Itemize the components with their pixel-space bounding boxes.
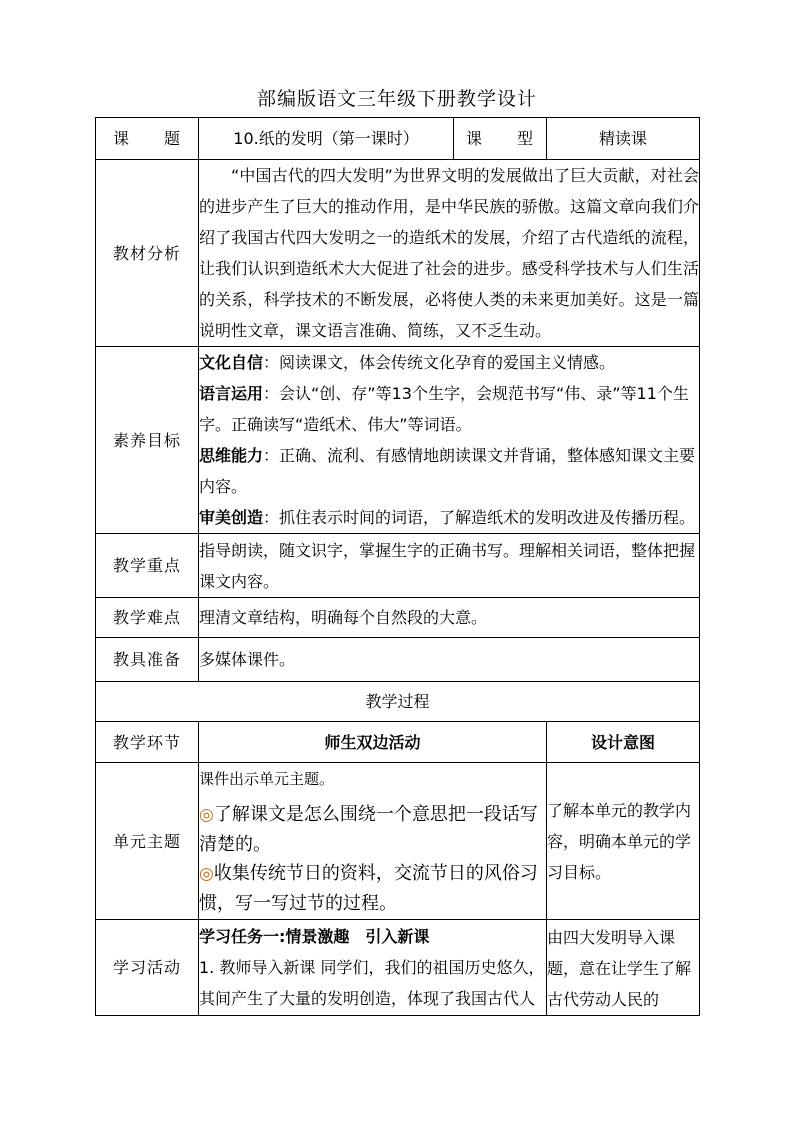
process-title: 教学过程: [96, 682, 700, 722]
col-stage: 教学环节: [96, 722, 199, 763]
circle-bullet-icon: ◎: [199, 804, 214, 825]
unit-theme-content: [199, 763, 547, 920]
learning-text: 1. 教师导入新课 同学们，我们的祖国历史悠久，其间产生了大量的发明创造，体现了我国古代人: [199, 958, 545, 1008]
type-value: 精读课: [547, 118, 700, 160]
goal-thinking: 思维能力：正确、流利、有感情地朗读课文并背诵，整体感知课文主要内容。: [199, 446, 696, 496]
label-analysis: 教材分析: [96, 160, 199, 347]
goal-language: 语言运用：会认“创、存”等13个生字，会规范书写“伟、录”等11个生字。正确读写“造纸术、伟大”等词语。: [199, 384, 689, 434]
learning-content: [199, 920, 547, 1016]
goal-culture: 文化自信：阅读课文，体会传统文化孕育的爱国主义情感。: [199, 353, 616, 372]
unit-theme-intent: 了解本单元的教学内容，明确本单元的学习目标。: [547, 763, 700, 920]
label-type: 课 型: [454, 118, 547, 160]
label-materials: 教具准备: [96, 638, 199, 682]
goals-list: [199, 347, 700, 534]
label-learning: 学习活动: [96, 920, 199, 1016]
goal-aesthetic: 审美创造：抓住表示时间的词语，了解造纸术的发明改进及传播历程。: [199, 508, 696, 527]
label-topic: 课 题: [96, 118, 199, 160]
circle-bullet-icon: ◎: [199, 863, 214, 884]
process-header-row: [96, 722, 700, 763]
label-difficulties: 教学难点: [96, 598, 199, 638]
label-unit-theme: 单元主题: [96, 763, 199, 920]
label-goals: 素养目标: [96, 347, 199, 534]
col-intent: 设计意图: [547, 722, 700, 763]
unit-theme-item: ◎了解课文是怎么围绕一个意思把一段话写清楚的。: [199, 803, 538, 855]
unit-theme-intro: 课件出示单元主题。: [199, 769, 335, 788]
process-title-row: [96, 682, 700, 722]
key-points-text: 指导朗读，随文识字，掌握生字的正确书写。理解相关词语，整体把握课文内容。: [199, 534, 700, 598]
difficulties-row: [96, 598, 700, 638]
goals-row: [96, 347, 700, 534]
page-title: 部编版语文三年级下册教学设计: [256, 88, 537, 110]
materials-row: [96, 638, 700, 682]
topic-value: 10.纸的发明（第一课时）: [199, 118, 454, 160]
learning-intent: 由四大发明导入课题，意在让学生了解古代劳动人民的: [547, 920, 700, 1016]
analysis-paragraph: “中国古代的四大发明”为世界文明的发展做出了巨大贡献，对社会的进步产生了巨大的推动作用，是中华民族的骄傲。这篇文章向我们介绍了我国古代四大发明之一的造纸术的发展，介绍了古代造纸的流程，让我们认识到造纸术大大促进了社会的进步。感受科学技术与人们生活的关系，科学技术的不断发展，必将使人类的未来更加美好。这是一篇说明性文章，课文语言准确、简练，又不乏生动。: [199, 166, 699, 340]
learning-row: [96, 920, 700, 1016]
lesson-plan-table: [95, 117, 700, 1016]
header-row: [96, 118, 700, 160]
label-key-points: 教学重点: [96, 534, 199, 598]
materials-text: 多媒体课件。: [199, 638, 700, 682]
analysis-text: [199, 160, 700, 347]
unit-theme-item: ◎收集传统节日的资料，交流节日的风俗习惯，写一写过节的过程。: [199, 862, 538, 914]
col-activity: 师生双边活动: [199, 722, 547, 763]
unit-theme-row: [96, 763, 700, 920]
learning-task-title: 学习任务一:情景激趣 引入新课: [199, 927, 430, 946]
difficulties-text: 理清文章结构，明确每个自然段的大意。: [199, 598, 700, 638]
key-points-row: [96, 534, 700, 598]
analysis-row: [96, 160, 700, 347]
